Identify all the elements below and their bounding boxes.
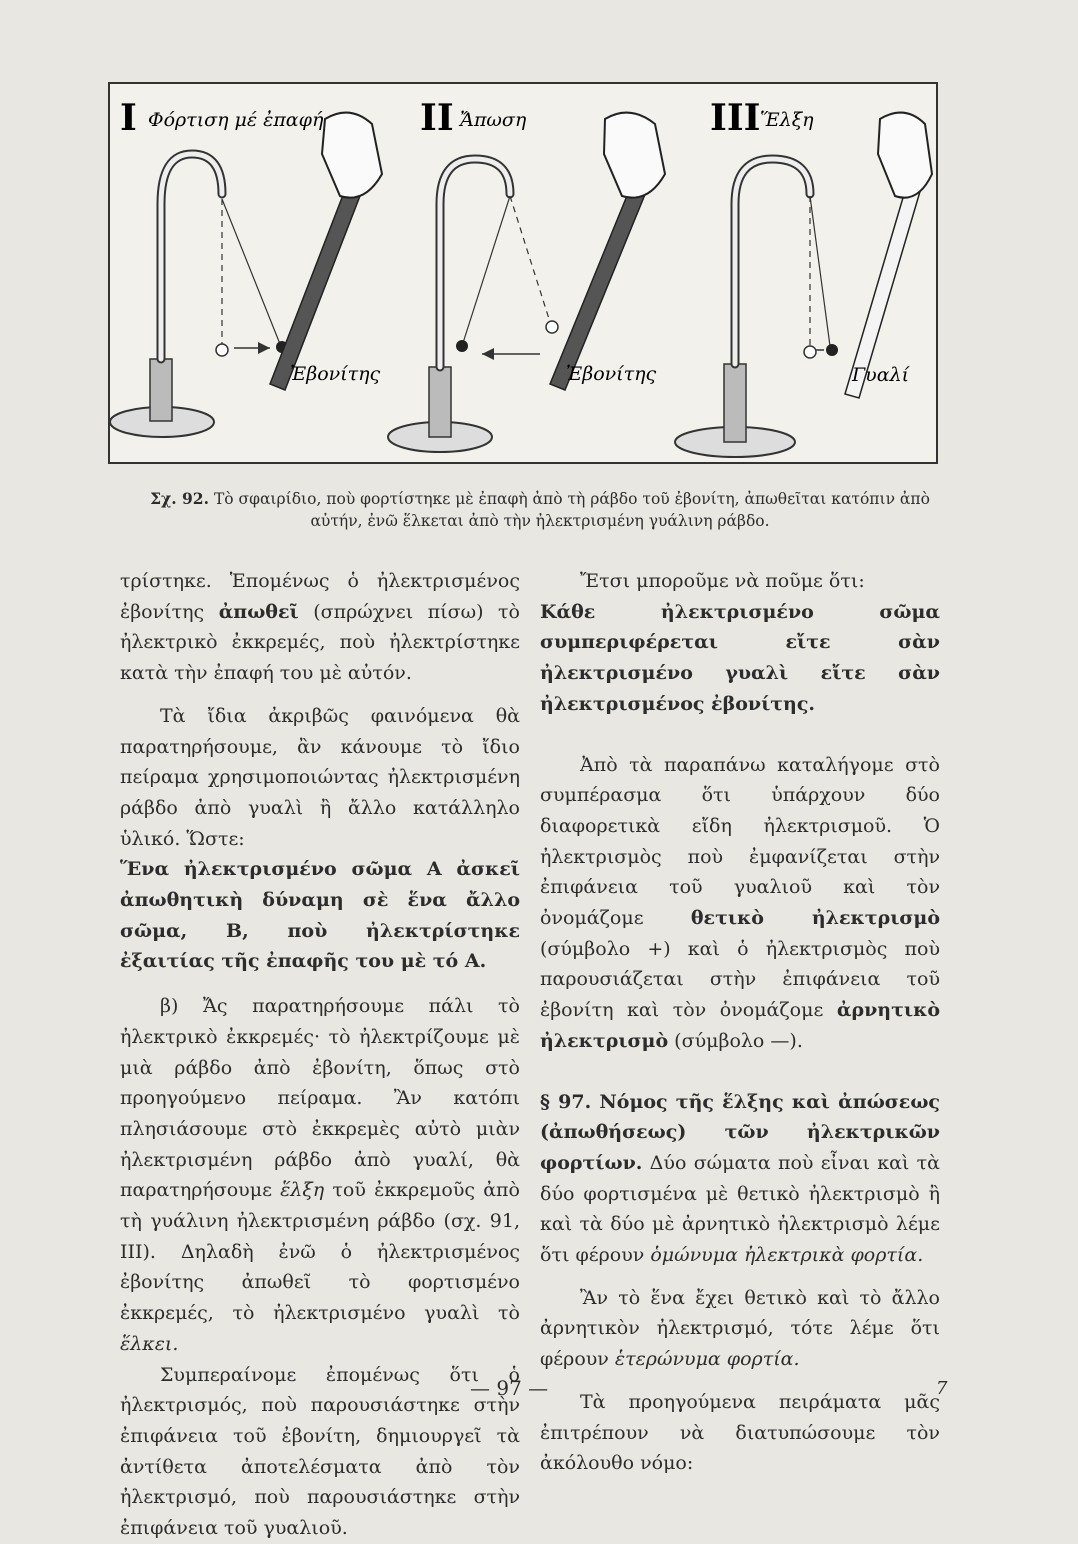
stand-post-1: [150, 359, 172, 421]
bold-term-apothei: ἀπωθεῖ: [218, 600, 299, 623]
left-paragraph-1: τρίστηκε. Ἑπομένως ὁ ἠλεκτρισμένος ἐβονίτης ἀπωθεῖ (σπρώχνει πίσω) τὸ ἠλεκτρικὸ ἐκκρεμές, ποὺ ἠλεκτρίστηκε κατὰ τὴν ἐπαφή του μὲ αὐτόν.: [120, 570, 520, 685]
page-number: — 97 —: [470, 1376, 549, 1400]
panel-2: [388, 97, 665, 452]
hand-1: [322, 113, 382, 198]
panel-3-rod-label: Γυαλί: [852, 364, 910, 386]
left-paragraph-5: Συμπεραίνομε ἐπομένως ὅτι ὁ ἠλεκτρισμός, ποὺ παρουσιάστηκε στὴν ἐπιφάνεια τοῦ ἐβονίτη, δημιουργεῖ τὰ ἀντίθετα ἀποτελέσματα ἀπὸ τὸν ἠλεκτρισμό, ποὺ παρουσιάστηκε στὴν ἐπιφάνεια τοῦ γυαλιοῦ.: [120, 1363, 520, 1540]
panel-2-numeral: II: [420, 97, 454, 139]
section-97-heading: § 97. Νόμος τῆς ἕλξης καὶ ἀπώσεως (ἀπωθήσεως) τῶν ἠλεκτρικῶν φορτίων.: [540, 1090, 940, 1174]
left-column: [120, 566, 520, 1544]
panel-3-numeral: III: [710, 97, 761, 139]
caption-line-1: Τὸ σφαιρίδιο, ποὺ φορτίστηκε μὲ ἐπαφὴ ἀπὸ τὴ ράβδο τοῦ ἐβονίτη, ἀπωθεῖται κατόπιν ἀπὸ: [213, 490, 930, 508]
figure-92: [108, 82, 938, 464]
right-paragraph-6: Τὰ προηγούμενα πειράματα μᾶς ἐπιτρέπουν νὰ διατυπώσουμε τὸν ἀκόλουθο νόμο:: [540, 1390, 940, 1475]
pith-ball-2: [456, 340, 468, 352]
right-paragraph-1: Ἔτσι μποροῦμε νὰ ποῦμε ὅτι:: [580, 570, 865, 592]
left-paragraph-2: Τὰ ἴδια ἀκριβῶς φαινόμενα θὰ παρατηρήσουμε, ἂν κάνουμε τὸ ἴδιο πείραμα χρησιμοποιώντας ἠλεκτρισμένη ράβδο ἀπὸ γυαλὶ ἢ ἄλλο κατάλληλο ὑλικό. Ὥστε:: [120, 704, 520, 850]
left-paragraph-4: β) Ἄς παρατηρήσουμε πάλι τὸ ἠλεκτρικὸ ἐκκρεμές· τὸ ἠλεκτρίζουμε μὲ μιὰ ράβδο ἀπὸ ἐβονίτη, ὅπως στὸ προηγούμενο πείραμα. Ἂν κατόπι πλησιάσουμε στὸ ἐκκρεμὲς αὐτὸ μιὰν ἠλεκτρισμένη ράβδο ἀπὸ γυαλί, θὰ παρατηρήσουμε ἕλξη τοῦ ἐκκρεμοῦς ἀπὸ τὴ γυάλινη ἠλεκτρισμένη ράβδο (σχ. 91, III). Δηλαδὴ ἐνῶ ὁ ἠλεκτρισμένος ἐβονίτης ἀπωθεῖ τὸ φορτισμένο ἐκκρεμές, τὸ ἠλεκτρισμένο γυαλὶ τὸ ἕλκει.: [120, 995, 520, 1355]
right-rule-statement: Κάθε ἠλεκτρισμένο σῶμα συμπεριφέρεται εἴτε σὰν ἠλεκτρισμένο γυαλὶ εἴτε σὰν ἠλεκτρισμένος ἐβονίτης.: [540, 600, 940, 715]
panel-3-title: Ἕλξη: [760, 109, 814, 131]
hand-2: [604, 113, 665, 198]
right-paragraph-5: Ἂν τὸ ἕνα ἔχει θετικὸ καὶ τὸ ἄλλο ἀρνητικὸν ἠλεκτρισμό, τότε λέμε ὅτι φέρουν ἑτερώνυμα φορτία.: [540, 1286, 940, 1371]
pendulum-illustration: [110, 84, 936, 462]
panel-1-numeral: I: [120, 97, 137, 139]
section-97: § 97. Νόμος τῆς ἕλξης καὶ ἀπώσεως (ἀπωθήσεως) τῶν ἠλεκτρικῶν φορτίων. Δύο σώματα ποὺ εἶναι καὶ τὰ δύο φορτισμένα μὲ θετικὸ ἠλεκτρισμὸ ἢ καὶ τὰ δύο μὲ ἀρνητικὸ ἠλεκτρισμὸ λέμε ὅτι φέρουν ὁμώνυμα ἠλεκτρικὰ φορτία.: [540, 1090, 940, 1267]
thread-1: [222, 199, 280, 344]
caption-label: Σχ. 92.: [150, 489, 209, 508]
right-column: [540, 566, 940, 1479]
panel-2-title: Ἄπωση: [460, 109, 527, 131]
thread-2: [462, 196, 510, 346]
hand-3: [878, 113, 932, 198]
panel-1-rod-label: Ἐβονίτης: [290, 363, 381, 385]
pith-ball-3: [826, 344, 838, 356]
right-paragraph-3: Ἀπὸ τὰ παραπάνω καταλήγομε στὸ συμπέρασμα ὅτι ὑπάρχουν δύο διαφορετικὰ εἴδη ἠλεκτρισμοῦ. Ὁ ἠλεκτρισμὸς ποὺ ἐμφανίζεται στὴν ἐπιφάνεια τοῦ γυαλιοῦ καὶ τὸν ὀνομάζομε θετικὸ ἠλεκτρισμὸ (σύμβολο +) καὶ ὁ ἠλεκτρισμὸς ποὺ παρουσιάζεται στὴν ἐπιφάνεια τοῦ ἐβονίτη καὶ τὸν ὀνομάζομε ἀρνητικὸ ἠλεκτρισμὸ (σύμβολο —).: [540, 753, 940, 1052]
caption-line-2: αὐτήν, ἐνῶ ἕλκεται ἀπὸ τὴν ἠλεκτρισμένη γυάλινη ράβδο.: [310, 512, 770, 530]
left-rule-statement: Ἕνα ἠλεκτρισμένο σῶμα Α ἀσκεῖ ἀπωθητικὴ δύναμη σὲ ἕνα ἄλλο σῶμα, Β, ποὺ ἠλεκτρίστηκε ἐξαιτίας τῆς ἐπαφῆς του μὲ τό Α.: [120, 858, 520, 973]
thread-3: [810, 196, 830, 346]
panel-1-title: Φόρτιση μέ ἐπαφή: [148, 109, 324, 131]
stand-arm-1: [161, 154, 222, 359]
stand-post-2: [429, 367, 451, 437]
figure-caption: [100, 488, 980, 532]
stand-post-3: [724, 364, 746, 442]
panel-2-rod-label: Ἐβονίτης: [566, 363, 657, 385]
stand-arm-2: [440, 159, 510, 367]
panel-1: [110, 97, 382, 437]
panel-3: [675, 97, 932, 457]
stand-arm-3: [735, 159, 810, 364]
signature-mark: 7: [936, 1378, 948, 1399]
